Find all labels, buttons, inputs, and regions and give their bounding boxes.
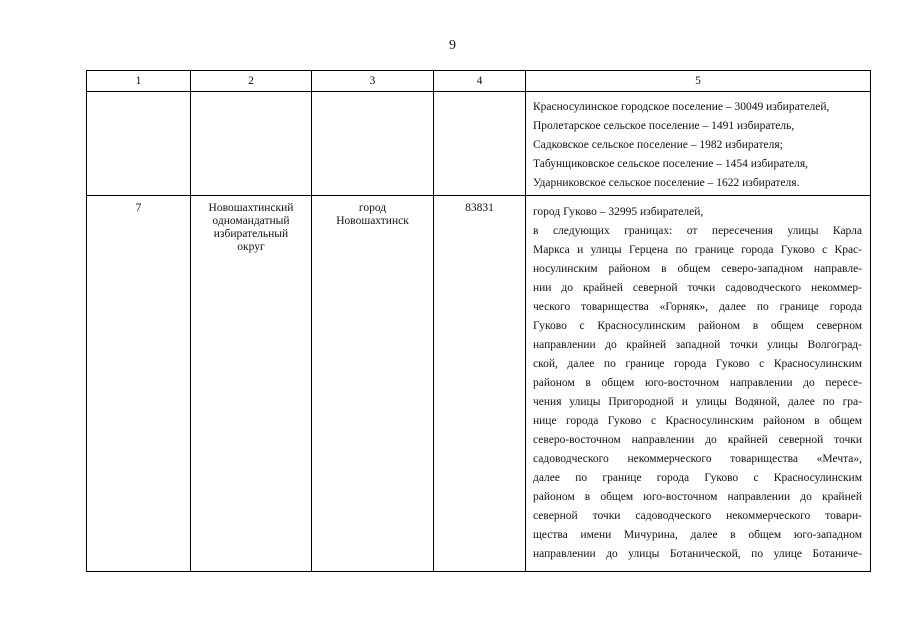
text-line: северо-восточном направлении до крайней северной точки [533,434,862,446]
table-row [87,196,871,572]
text-line: щества имени Мичурина, далее в общем юго-западном [533,529,862,541]
text-line: Ударниковское сельское поселение – 1622 избирателя. [533,177,800,189]
empty-cell [87,92,191,196]
settlements-cell [526,92,871,196]
text-line: город Гуково – 32995 избирателей, [533,206,704,218]
district-name-line: округ [237,241,265,253]
text-line: Садковское сельское поселение – 1982 избирателя; [533,139,783,151]
table-header-row [87,71,871,92]
column-header-4: 4 [434,71,526,92]
text-line: нице города Гуково с Красносулинским районом в общем [533,415,862,427]
table-row [87,92,871,196]
text-line: направлении до улицы Ботанической, по улице Ботаниче- [533,548,862,560]
district-name-line: одномандатный [212,215,290,227]
text-line: ской, далее по границе города Гуково с Красносулинским [533,358,862,370]
empty-cell [434,92,526,196]
boundary-description [526,196,871,572]
text-line: районом в общем юго-восточном направлении до пересе- [533,377,862,389]
text-line: Маркса и улицы Герцена по границе города Гуково с Крас- [533,244,862,256]
district-table [86,70,871,572]
text-line: Табунщиковское сельское поселение – 1454 избирателя, [533,158,809,170]
district-name [191,196,312,572]
text-line: северной точки садоводческого некоммерческого товари- [533,510,862,522]
district-center [312,196,434,572]
text-line: Пролетарское сельское поселение – 1491 избиратель, [533,120,795,132]
text-line: в следующих границах: от пересечения улицы Карла [533,225,862,237]
column-header-1: 1 [87,71,191,92]
text-line: Красносулинское городское поселение – 30049 избирателей, [533,101,830,113]
column-header-2: 2 [191,71,312,92]
empty-cell [312,92,434,196]
text-line: ческого товарищества «Горняк», далее по границе города [533,301,862,313]
district-number: 7 [87,196,191,572]
text-line: районом в общем юго-восточном направлении до крайней [533,491,862,503]
text-line: направлении до крайней западной точки улицы Волгоград- [533,339,862,351]
voter-count: 83831 [434,196,526,572]
text-line: чения улицы Пригородной и улицы Водяной, далее по гра- [533,396,862,408]
text-line: носулинским районом в общем северо-западном направле- [533,263,862,275]
text-line: далее по границе города Гуково с Красносулинским [533,472,862,484]
column-header-3: 3 [312,71,434,92]
district-center-line: Новошахтинск [336,215,409,227]
page-number: 9 [449,38,456,53]
district-name-line: Новошахтинский [208,202,294,214]
text-line: Гуково с Красносулинским районом в общем северном [533,320,862,332]
text-line: нии до крайней северной точки садоводческого некоммер- [533,282,862,294]
district-name-line: избирательный [213,228,289,240]
text-line: садоводческого некоммерческого товарищества «Мечта», [533,453,862,465]
empty-cell [191,92,312,196]
district-center-line: город [358,202,387,214]
column-header-5: 5 [526,71,871,92]
